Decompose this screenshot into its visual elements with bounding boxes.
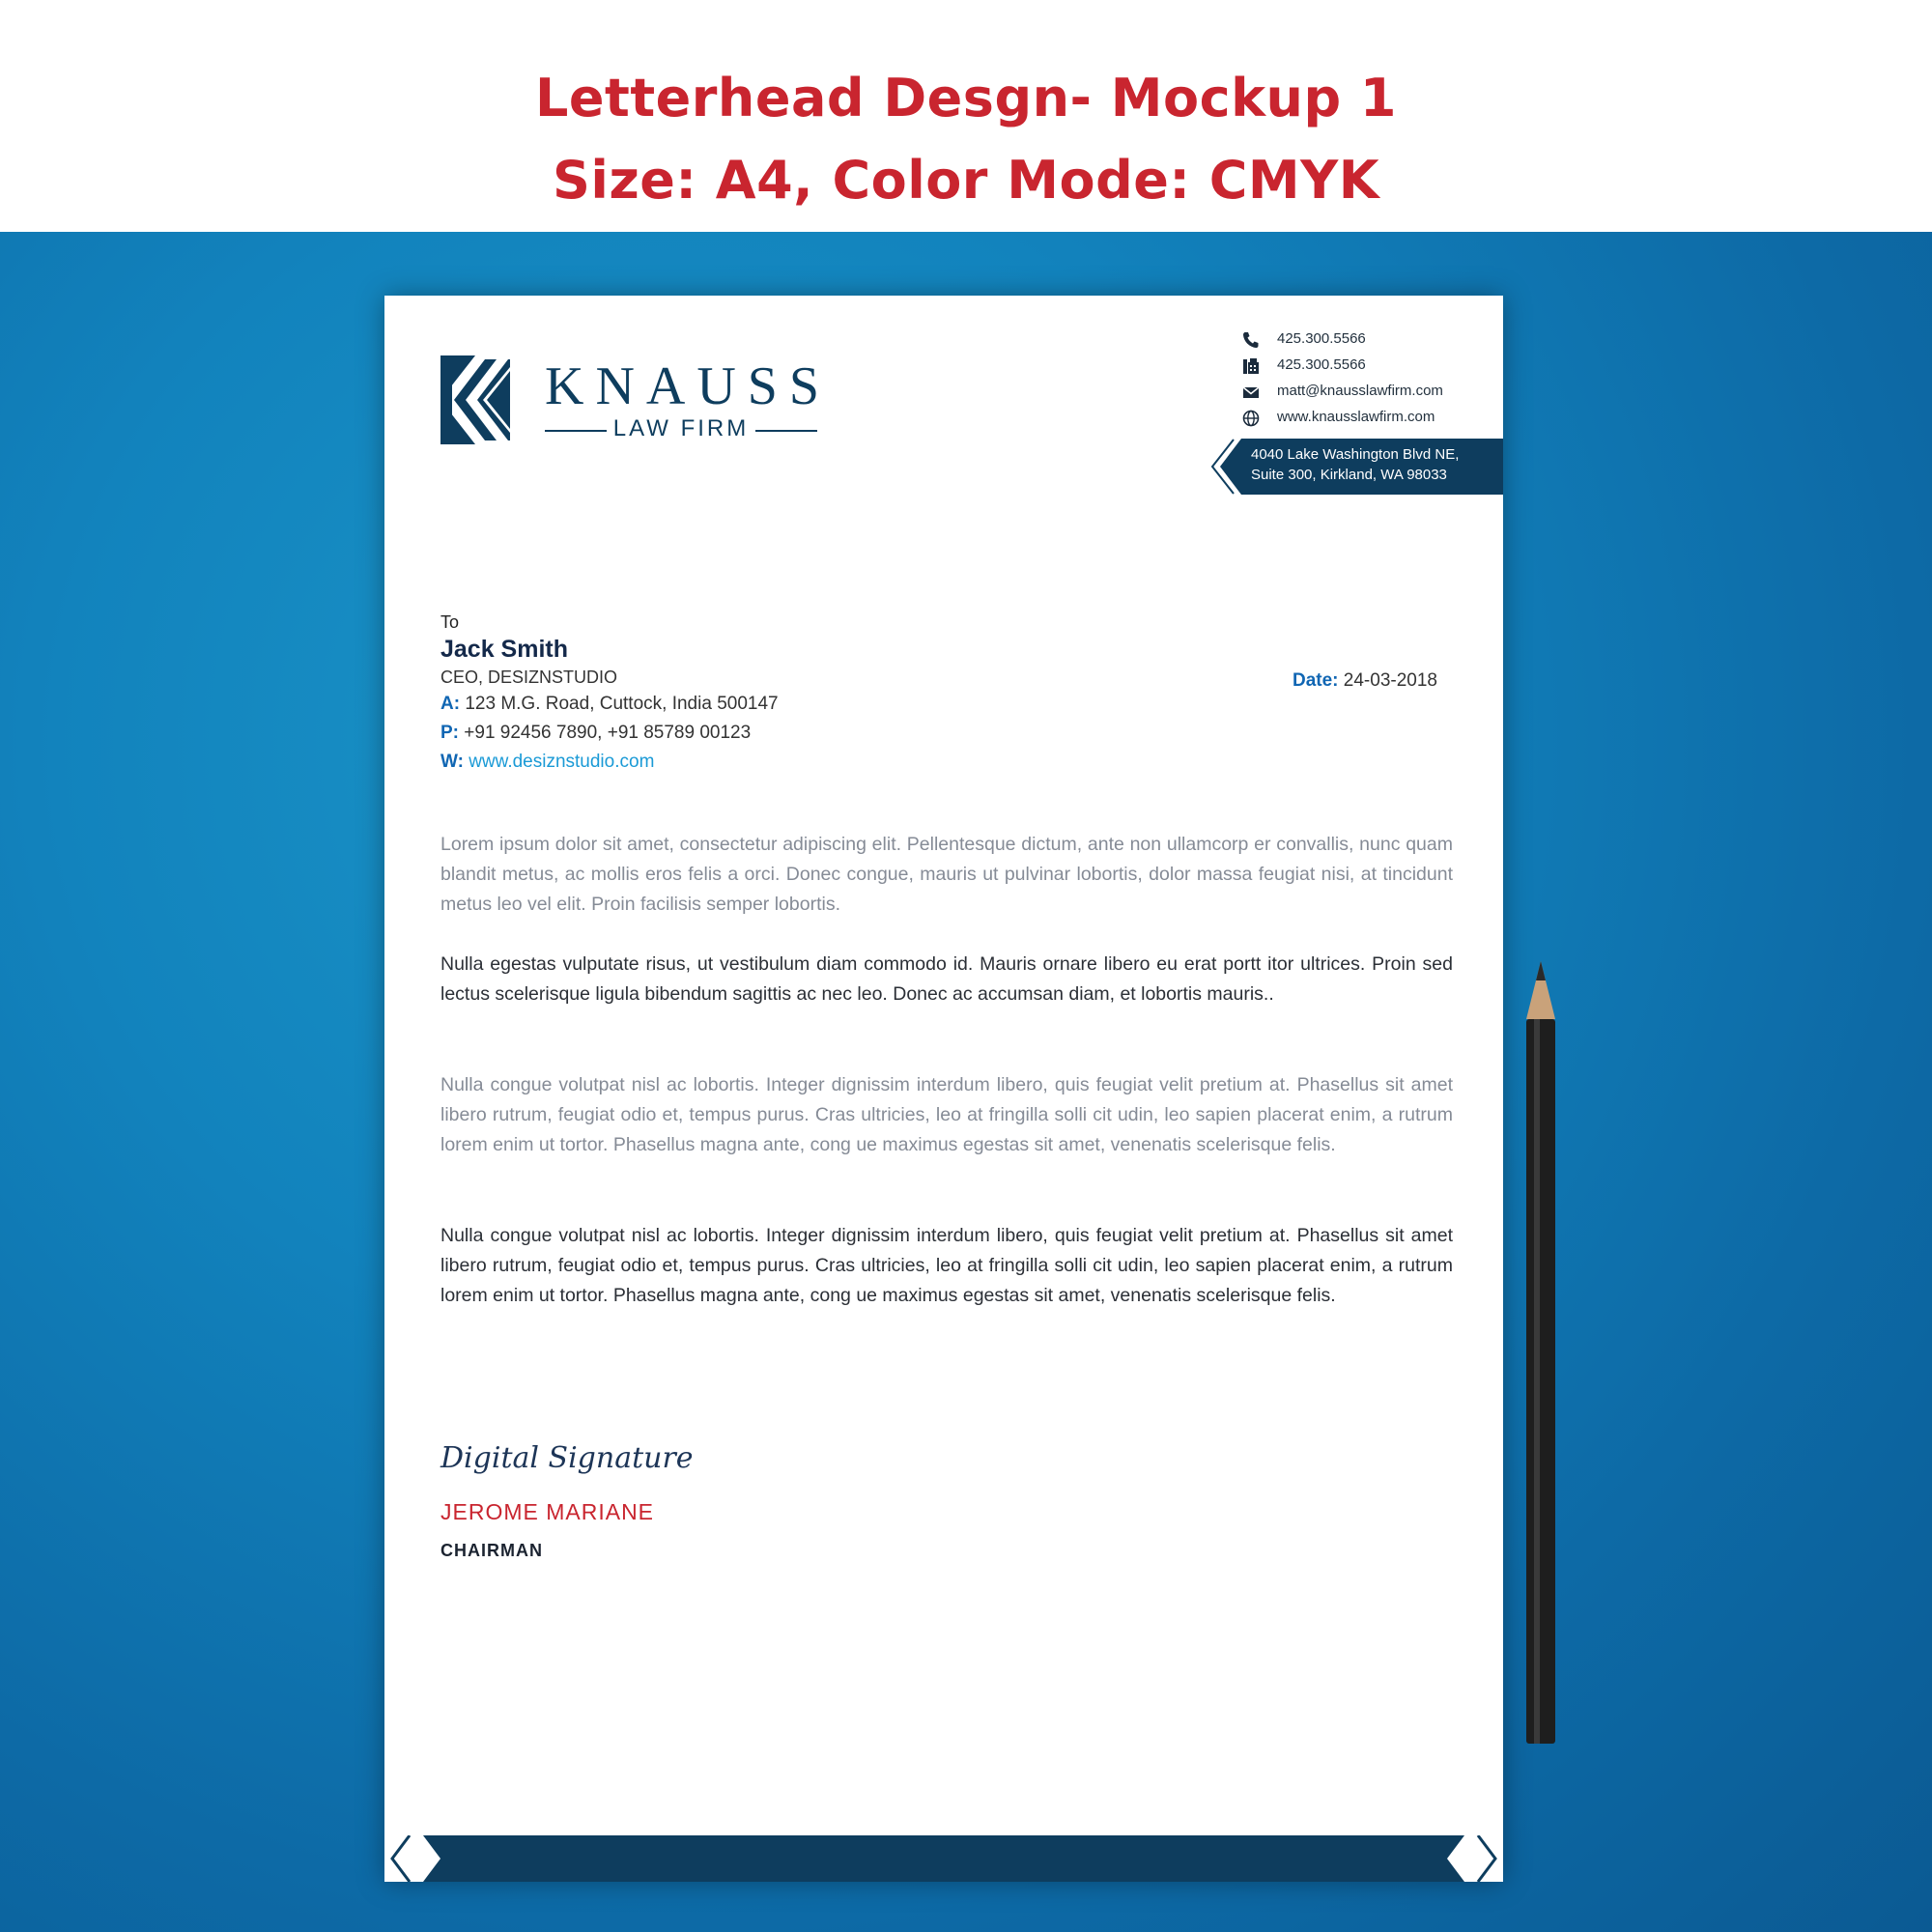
phone-number: +91 92456 7890, +91 85789 00123 <box>464 723 752 743</box>
subtitle-rule-right <box>755 430 817 432</box>
to-label: To <box>440 612 460 632</box>
contact-website <box>1242 407 1493 433</box>
banner-subtitle: Size: A4, Color Mode: CMYK <box>552 150 1380 211</box>
contact-fax <box>1242 355 1493 381</box>
fax-value: 425.300.5566 <box>1277 356 1366 373</box>
banner-title: Letterhead Desgn- Mockup 1 <box>534 68 1397 128</box>
phone-icon <box>1242 331 1260 349</box>
body-paragraph-1: Lorem ipsum dolor sit amet, consectetur adipiscing elit. Pellentesque dictum, ante non ullamcorp er convallis, nunc quam blandit metus, ac mollis eros felis a orci. Donec congue, mauris ut pulvinar lobortis, dolor massa feugiat nisi, at tincidunt metus leo vel elit. Proin facilisis semper lobortis. <box>440 834 1453 915</box>
body-paragraph-3: Nulla congue volutpat nisl ac lobortis. Integer dignissim interdum libero, quis feugiat velit pretium at. Phasellus sit amet libero rutrum, feugiat odio et, tempus purus. Cras ultricies, leo at fringilla solli cit udin, leo sapien placerat enim, a rutrum lorem enim ut tortor. Phasellus magna ante, cong ue maximus egestas sit amet, venenatis scelerisque felis. <box>440 1074 1453 1155</box>
recipient-title: CEO, DESIZNSTUDIO <box>440 668 618 687</box>
web-link[interactable]: www.desiznstudio.com <box>469 752 655 772</box>
address-line-2: Suite 300, Kirkland, WA 98033 <box>1251 467 1447 483</box>
web-label: W: <box>440 752 464 772</box>
k-chevron-logo-icon <box>440 355 510 444</box>
body-paragraph-4: Nulla congue volutpat nisl ac lobortis. Integer dignissim interdum libero, quis feugiat velit pretium at. Phasellus sit amet libero rutrum, feugiat odio et, tempus purus. Cras ultricies, leo at fringilla solli cit udin, leo sapien placerat enim, a rutrum lorem enim ut tortor. Phasellus magna ante, cong ue maximus egestas sit amet, venenatis scelerisque felis. <box>440 1225 1453 1306</box>
phone-label: P: <box>440 723 459 743</box>
recipient-address <box>440 694 779 715</box>
date-label: Date: <box>1293 670 1339 691</box>
address-label: A: <box>440 694 461 714</box>
address-line-1: 4040 Lake Washington Blvd NE, <box>1251 446 1460 463</box>
envelope-icon <box>1242 384 1260 401</box>
phone-value: 425.300.5566 <box>1277 330 1366 347</box>
address-text <box>1251 444 1459 485</box>
email-value: matt@knausslawfirm.com <box>1277 383 1443 399</box>
fax-icon <box>1242 357 1260 375</box>
recipient-name: Jack Smith <box>440 636 569 663</box>
letterhead-paper <box>384 296 1503 1882</box>
signatory-role: CHAIRMAN <box>440 1541 543 1560</box>
contact-email <box>1242 381 1493 407</box>
footer-band <box>384 1835 1503 1882</box>
recipient-web <box>440 752 654 773</box>
firm-subtitle: LAW FIRM <box>612 415 750 441</box>
signatory-name: JEROME MARIANE <box>440 1499 655 1524</box>
digital-signature: Digital Signature <box>440 1441 694 1475</box>
title-banner <box>0 0 1932 232</box>
date-value: 24-03-2018 <box>1343 670 1437 691</box>
contact-phone <box>1242 328 1493 355</box>
body-paragraph-2: Nulla egestas vulputate risus, ut vestibulum diam commodo id. Mauris ornare libero eu erat portt itor ultrices. Proin sed lectus scelerisque ligula bibendum sagittis ac nec leo. Donec ac accumsan diam, et lobortis mauris.. <box>440 953 1453 1005</box>
address-band <box>1210 439 1503 495</box>
firm-subtitle-group <box>545 413 817 446</box>
pencil-image <box>1520 961 1561 1753</box>
firm-name: KNAUSS <box>545 356 832 416</box>
contact-block <box>1242 328 1493 433</box>
letter-date <box>1293 670 1437 692</box>
website-value: www.knausslawfirm.com <box>1277 409 1435 425</box>
globe-icon <box>1242 410 1260 427</box>
address-value: 123 M.G. Road, Cuttock, India 500147 <box>465 694 779 714</box>
recipient-phone <box>440 723 751 744</box>
